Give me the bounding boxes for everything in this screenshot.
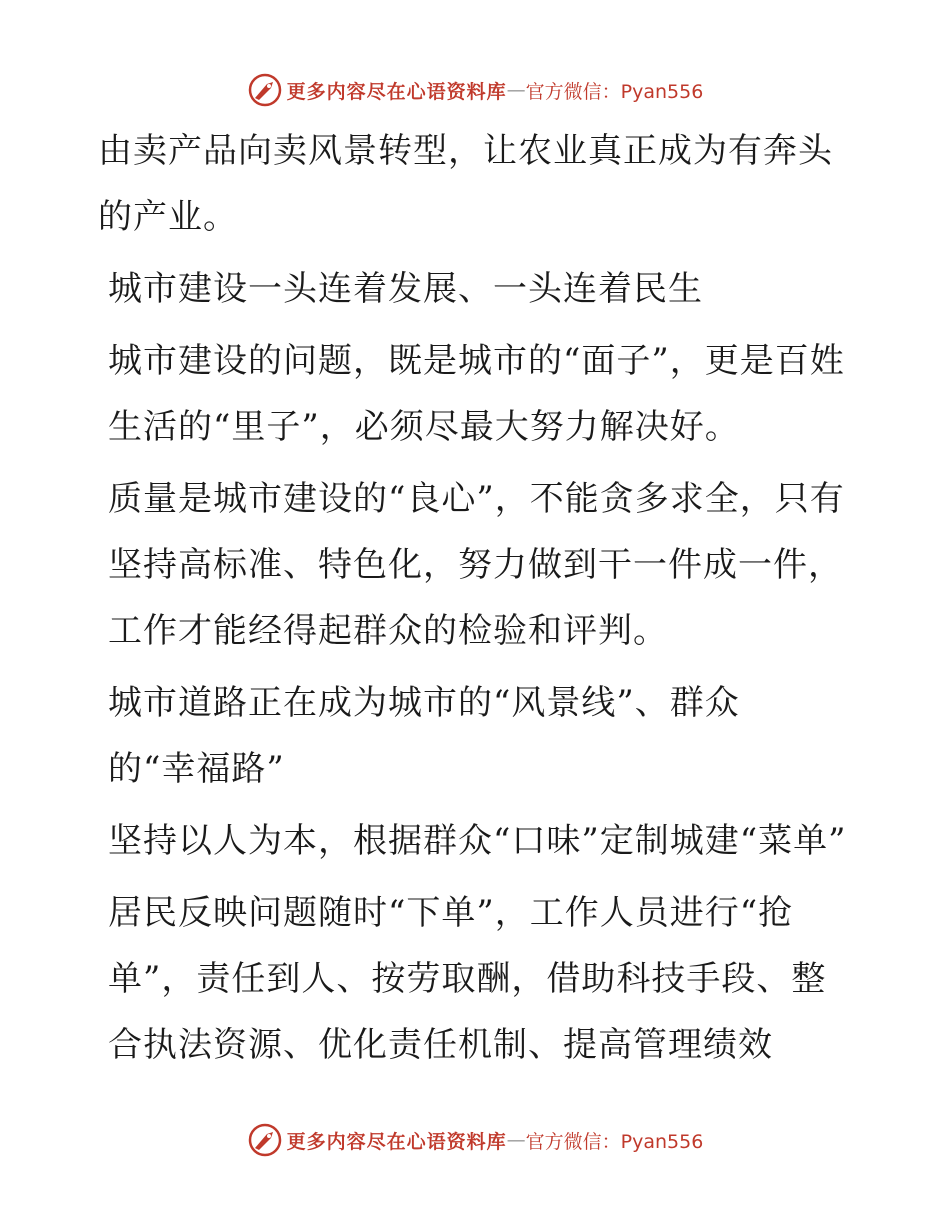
paragraph-4: 质量是城市建设的“良心”，不能贪多求全，只有坚持高标准、特色化，努力做到干一件成一件，工作才能经得起群众的检验和评判。	[108, 479, 845, 651]
footer-separator: —	[506, 1129, 526, 1151]
paragraph-3: 城市建设的问题，既是城市的“面子”，更是百姓生活的“里子”，必须尽最大努力解决好。	[108, 341, 845, 447]
header-wechat-text: 官方微信：Pyan556	[525, 80, 704, 103]
header-separator: —	[506, 79, 526, 101]
document-body	[98, 118, 858, 1078]
header-site-text: 更多内容尽在心语资料库	[286, 80, 507, 103]
footer-banner	[0, 1120, 950, 1160]
pen-nib-logo-icon	[247, 1122, 283, 1158]
footer-site-text: 更多内容尽在心语资料库	[286, 1130, 507, 1153]
paragraph-7: 居民反映问题随时“下单”，工作人员进行“抢单”，责任到人、按劳取酬，借助科技手段、整合执法资源、优化责任机制、提高管理绩效	[108, 893, 827, 1065]
paragraph-1: 由卖产品向卖风景转型，让农业真正成为有奔头的产业。	[98, 131, 833, 237]
pen-nib-logo-icon	[247, 72, 283, 108]
paragraph-2: 城市建设一头连着发展、一头连着民生	[108, 269, 703, 309]
paragraph-5: 城市道路正在成为城市的“风景线”、群众的“幸福路”	[108, 683, 740, 789]
paragraph-6: 坚持以人为本，根据群众“口味”定制城建“菜单”	[108, 821, 847, 861]
footer-wechat-text: 官方微信：Pyan556	[525, 1130, 704, 1153]
header-banner	[0, 70, 950, 110]
